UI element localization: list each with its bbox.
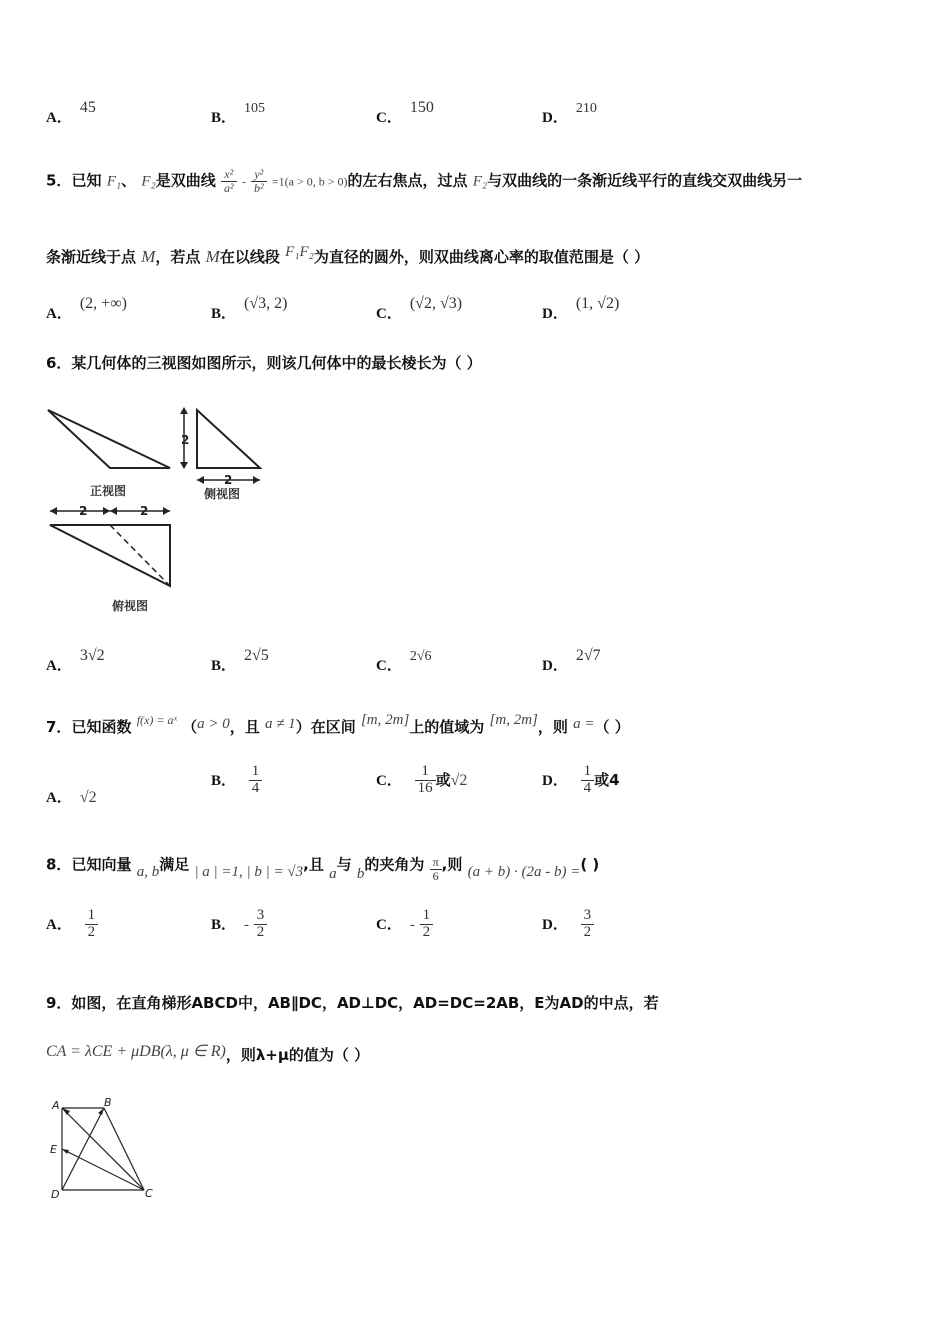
- q5-text: 与双曲线的一条渐近线平行的直线交双曲线另一: [487, 171, 803, 190]
- option-label: D．: [542, 110, 568, 126]
- dimension-label: 2: [181, 433, 190, 447]
- q4-option-d[interactable]: [542, 101, 597, 127]
- option-value: √2: [79, 789, 97, 806]
- or-text: 或: [594, 770, 610, 789]
- q6-option-c[interactable]: [376, 649, 432, 675]
- q8-text: ( ): [580, 855, 600, 874]
- hyperbola-minus: -: [241, 174, 246, 189]
- q8-line: [46, 852, 600, 883]
- q5-point-m: M: [141, 247, 156, 266]
- q8-vec-b: b: [356, 865, 365, 882]
- option-label: D．: [542, 306, 568, 322]
- q8-option-a[interactable]: [46, 908, 98, 941]
- arrow-icon: [197, 476, 204, 484]
- option-value: (2, +∞): [79, 295, 127, 312]
- front-view-triangle: [48, 410, 170, 468]
- q4-options: [46, 100, 906, 130]
- fraction-denominator: 2: [422, 923, 431, 940]
- q6-option-a[interactable]: [46, 647, 105, 675]
- q7-interval: [m, 2m]: [360, 712, 410, 728]
- q6-option-d[interactable]: [542, 647, 601, 675]
- option-fraction: [581, 908, 595, 941]
- q8-vectors: a, b: [136, 863, 160, 880]
- q7-text: ，则: [537, 718, 568, 736]
- q8-text: ,且: [303, 855, 324, 874]
- q5-option-c[interactable]: [376, 295, 463, 323]
- q7-function: f(x) = aˣ: [136, 713, 177, 727]
- vector-db: [62, 1108, 104, 1190]
- side-view-label: 侧视图: [204, 487, 241, 501]
- q8-expression: (a + b) · (2a - b) =: [467, 863, 581, 880]
- q8-option-d[interactable]: [542, 908, 594, 941]
- arrow-icon: [62, 1108, 70, 1115]
- arrow-icon: [253, 476, 260, 484]
- q7-text: （ ）: [594, 718, 630, 736]
- arrow-icon: [180, 407, 188, 414]
- q6-options: [46, 648, 906, 678]
- option-label: C．: [376, 916, 402, 933]
- q7-text: （: [182, 718, 198, 736]
- q5-text: 为直径的圆外，则双曲线离心率的取值范围是（ ）: [313, 248, 650, 266]
- option-value: 2√6: [409, 649, 432, 664]
- vector-ca: [62, 1108, 144, 1190]
- q8-text: 满足: [159, 855, 190, 874]
- fraction-denominator: b²: [254, 180, 264, 195]
- hyperbola-x-fraction: [221, 168, 237, 194]
- q7-option-c[interactable]: [376, 764, 467, 797]
- fraction-denominator: 2: [583, 923, 592, 940]
- option-label: A．: [46, 110, 72, 126]
- option-label: C．: [376, 110, 402, 126]
- option-fraction: [420, 908, 434, 941]
- q6-text: 6．某几何体的三视图如图所示，则该几何体中的最长棱长为（ ）: [46, 354, 482, 372]
- q5-point-m: M: [205, 247, 220, 266]
- fraction-denominator: 4: [251, 779, 260, 796]
- dimension-label: 2: [140, 504, 149, 518]
- dimension-label: 2: [224, 473, 233, 487]
- option-value: 2√5: [244, 647, 269, 664]
- q5-sep: 、: [121, 171, 137, 190]
- q7-option-b[interactable]: [211, 764, 262, 797]
- option-label: B．: [211, 306, 237, 322]
- fraction-numerator: 1: [85, 908, 99, 925]
- q8-condition: | a | =1, | b | = √3: [194, 863, 304, 880]
- option-value: 210: [575, 101, 597, 116]
- q5-number: 5．: [46, 171, 72, 190]
- option-value: 3√2: [79, 647, 105, 664]
- option-value: 2√7: [575, 647, 601, 664]
- option-label: C．: [376, 658, 402, 674]
- option-label: B．: [211, 916, 237, 933]
- or-text: 或: [435, 770, 451, 789]
- vector-ce: [62, 1149, 144, 1190]
- fraction-denominator: 2: [87, 923, 96, 940]
- q7-option-d[interactable]: [542, 764, 620, 797]
- q8-text: 与: [336, 855, 352, 874]
- option-value: 45: [79, 99, 96, 116]
- fraction-numerator: y²: [251, 168, 267, 182]
- arrow-icon: [163, 507, 170, 515]
- fraction-denominator: 16: [417, 779, 433, 796]
- q5-f2: F₂: [141, 173, 156, 190]
- arrow-icon: [103, 507, 110, 515]
- q7-cond2: a ≠ 1: [264, 716, 296, 732]
- vertex-c-label: C: [145, 1187, 153, 1200]
- q5-text: ，若点: [155, 248, 201, 266]
- q8-number: 8．: [46, 855, 72, 874]
- q8-angle-fraction: [430, 856, 442, 882]
- fraction-numerator: π: [430, 856, 442, 870]
- q8-option-c[interactable]: [376, 908, 433, 941]
- q5-line-2: [46, 246, 649, 267]
- fraction-denominator: 4: [583, 779, 592, 796]
- q8-text: ,则: [441, 855, 463, 874]
- q5-segment: F₁F₂: [285, 244, 314, 260]
- q4-option-a[interactable]: [46, 99, 96, 127]
- fraction-numerator: 1: [420, 908, 434, 925]
- option-fraction: [254, 908, 268, 941]
- q7-line: [46, 712, 630, 737]
- q9-line-1: 9．如图，在直角梯形ABCD中，AB∥DC，AD⊥DC，AD=DC=2AB，E为AD的中点，若: [46, 994, 659, 1012]
- dimension-label: 2: [79, 504, 88, 518]
- option-sign: -: [244, 916, 250, 933]
- q5-text: 已知: [71, 171, 102, 190]
- option-label: D．: [542, 772, 568, 789]
- option-fraction: [581, 764, 595, 797]
- option-value: 150: [409, 99, 434, 116]
- top-view-triangle: [50, 525, 170, 586]
- q8-option-b[interactable]: [211, 908, 267, 941]
- fraction-numerator: x²: [221, 168, 237, 182]
- fraction-numerator: 3: [581, 908, 595, 925]
- option-label: D．: [542, 916, 568, 933]
- q5-text: 是双曲线: [155, 171, 216, 190]
- option-fraction: [85, 908, 99, 941]
- q8-text: 已知向量: [71, 855, 132, 874]
- option-label: D．: [542, 658, 568, 674]
- q7-text: ）在区间: [295, 718, 356, 736]
- q5-option-b[interactable]: [211, 295, 288, 323]
- fraction-numerator: 3: [254, 908, 268, 925]
- fraction-numerator: 1: [581, 764, 595, 781]
- vertex-e-label: E: [50, 1143, 57, 1156]
- front-view-label: 正视图: [90, 484, 127, 498]
- hyperbola-y-fraction: [251, 168, 267, 194]
- q5-option-d[interactable]: [542, 295, 620, 323]
- option-label: A．: [46, 658, 72, 674]
- arrow-icon: [110, 507, 117, 515]
- vertex-b-label: B: [104, 1096, 112, 1109]
- option-label: A．: [46, 916, 72, 933]
- q5-f1: F₁: [106, 173, 122, 190]
- option-value: (√2, √3): [409, 295, 463, 312]
- option-label: C．: [376, 306, 402, 322]
- q9-line-2: [46, 1044, 369, 1065]
- option-fraction: [249, 764, 263, 797]
- q9-formula: CA = λCE + μDB(λ, μ ∈ R): [46, 1043, 226, 1060]
- q5-f2b: F₂: [472, 173, 488, 190]
- q5-option-a[interactable]: [46, 295, 127, 323]
- fraction-numerator: 1: [415, 764, 436, 781]
- option-sign: -: [409, 916, 415, 933]
- q8-text: 的夹角为: [364, 855, 425, 874]
- fraction-denominator: 2: [256, 923, 265, 940]
- option-label: B．: [211, 110, 237, 126]
- vertex-a-label: A: [52, 1099, 60, 1112]
- fraction-denominator: a²: [223, 180, 234, 195]
- q7-range: [m, 2m]: [489, 712, 538, 728]
- fraction-numerator: 1: [249, 764, 263, 781]
- arrow-icon: [62, 1149, 69, 1154]
- arrow-icon: [98, 1108, 104, 1115]
- q7-text: ，且: [229, 718, 260, 736]
- option-label: A．: [46, 306, 72, 322]
- q4-option-c[interactable]: [376, 99, 434, 127]
- option-label: C．: [376, 772, 402, 789]
- option-value: (√3, 2): [244, 295, 288, 312]
- q7-cond1: a > 0: [197, 716, 230, 732]
- option-label: A．: [46, 790, 72, 806]
- q7-text: 上的值域为: [409, 718, 485, 736]
- option-label: B．: [211, 658, 237, 674]
- vertex-d-label: D: [51, 1188, 60, 1201]
- option-value: 105: [244, 101, 266, 116]
- q6-option-b[interactable]: [211, 647, 269, 675]
- q5-options: [46, 296, 906, 326]
- top-view-label: 俯视图: [112, 599, 149, 613]
- q5-line-1: [46, 168, 802, 194]
- option-value: (1, √2): [575, 295, 620, 312]
- q7-option-a[interactable]: [46, 786, 97, 807]
- side-view-triangle: [197, 410, 260, 468]
- arrow-icon: [180, 462, 188, 469]
- q8-options: [46, 908, 906, 956]
- option-extra: √2: [450, 771, 468, 789]
- q7-a-eq: a =: [573, 716, 595, 732]
- hidden-edge: [110, 525, 170, 586]
- q9-text: ，则λ+μ的值为（ ）: [225, 1046, 370, 1064]
- hyperbola-rhs: =1(a > 0, b > 0): [271, 174, 348, 189]
- q7-options: [46, 764, 906, 812]
- q5-text: 在以线段: [219, 248, 280, 266]
- trapezoid-figure: [44, 1094, 174, 1204]
- option-label: B．: [211, 772, 237, 789]
- q5-text: 的左右焦点，过点: [347, 171, 468, 190]
- option-fraction: [415, 764, 436, 797]
- option-extra: 4: [609, 770, 620, 789]
- three-view-figure: [40, 398, 280, 618]
- q4-option-b[interactable]: [211, 101, 266, 127]
- q8-vec-a: a: [329, 865, 337, 882]
- arrow-icon: [50, 507, 57, 515]
- q7-text: 已知函数: [71, 718, 132, 736]
- q7-number: 7．: [46, 718, 72, 736]
- q5-text: 条渐近线于点: [46, 248, 137, 266]
- fraction-denominator: 6: [432, 868, 439, 883]
- edge-bc: [104, 1108, 144, 1190]
